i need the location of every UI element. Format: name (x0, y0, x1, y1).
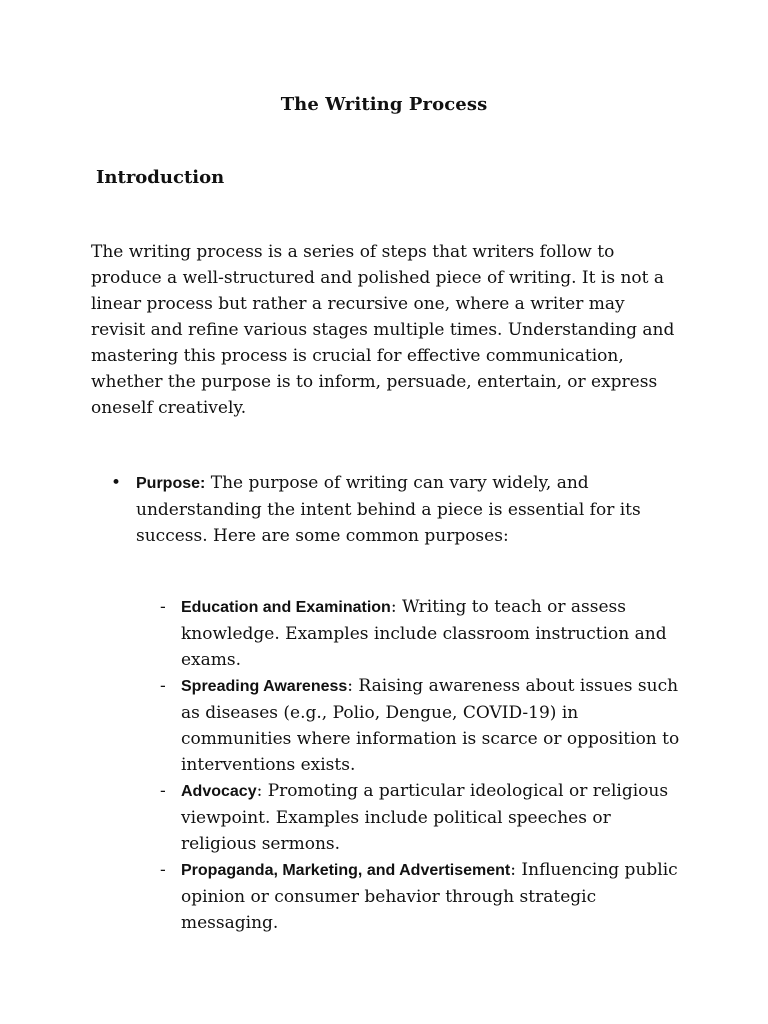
purpose-term: Advocacy (181, 783, 257, 800)
list-item (160, 673, 680, 778)
purpose-term: Propaganda, Marketing, and Advertisement (181, 862, 511, 879)
term-separator: : (256, 781, 263, 801)
purpose-label: Purpose: (136, 475, 206, 492)
page-title: The Writing Process (280, 94, 488, 115)
purpose-text: Raising awareness about issues such as diseases (e.g., Polio, Dengue, COVID-19) in communities where information is scarce or opposition to interventions exists. (181, 676, 680, 775)
dash-marker: - (160, 676, 166, 696)
intro-paragraph: The writing process is a series of steps that writers follow to produce a well-structured and polished piece of writing. It is not a linear process but rather a recursive one, where a writer may revisit and refine various stages multiple times. Understanding and mastering this process is crucial for effective communication, whether the purpose is to inform, persuade, entertain, or express oneself creatively. (91, 242, 675, 418)
term-separator: : (390, 597, 397, 617)
list-item (160, 857, 680, 936)
purpose-term: Education and Examination (181, 599, 391, 616)
purpose-text: Promoting a particular ideological or religious viewpoint. Examples include political speeches or religious sermons. (181, 781, 669, 854)
bullet-marker: • (111, 473, 122, 493)
section-heading: Introduction (96, 167, 225, 188)
purpose-term: Spreading Awareness (181, 678, 348, 695)
purpose-text: Writing to teach or assess knowledge. Examples include classroom instruction and exams. (181, 597, 667, 670)
purpose-bullet (136, 470, 676, 549)
dash-marker: - (160, 597, 166, 617)
purposes-list (160, 594, 680, 936)
purpose-description: The purpose of writing can vary widely, and understanding the intent behind a piece is essential for its success. Here are some common purposes: (136, 473, 641, 546)
term-separator: : (347, 676, 354, 696)
list-item (160, 778, 680, 857)
dash-marker: - (160, 860, 166, 880)
purpose-text: Influencing public opinion or consumer behavior through strategic messaging. (181, 860, 678, 933)
list-item (160, 594, 680, 673)
term-separator: : (510, 860, 516, 880)
dash-marker: - (160, 781, 166, 801)
